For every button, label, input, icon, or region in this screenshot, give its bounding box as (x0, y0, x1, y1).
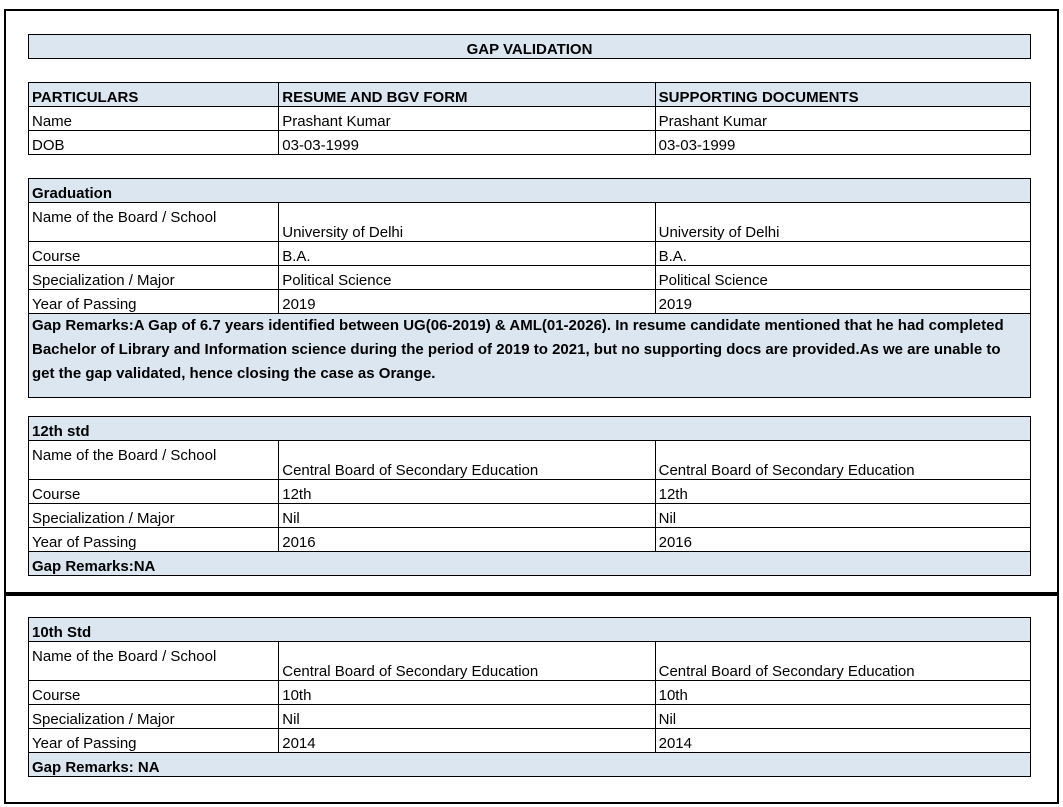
page-title: GAP VALIDATION (29, 35, 1031, 59)
row-label: Course (29, 242, 279, 266)
gap-remarks: Gap Remarks:NA (29, 552, 1031, 576)
resume-value: 2016 (279, 528, 655, 552)
row-label: Name of the Board / School (29, 441, 279, 480)
title-table (28, 34, 1031, 59)
table-row (29, 203, 1031, 242)
row-label: DOB (29, 131, 279, 155)
resume-value: B.A. (279, 242, 655, 266)
row-label: Course (29, 480, 279, 504)
row-label: Year of Passing (29, 290, 279, 314)
supporting-value: 03-03-1999 (655, 131, 1030, 155)
row-label: Year of Passing (29, 729, 279, 753)
supporting-value: B.A. (655, 242, 1030, 266)
resume-value: 10th (279, 681, 655, 705)
resume-value: Nil (279, 504, 655, 528)
table-row (29, 504, 1031, 528)
resume-value: Central Board of Secondary Education (279, 642, 655, 681)
row-label: Name (29, 107, 279, 131)
resume-value: 2014 (279, 729, 655, 753)
supporting-value: University of Delhi (655, 203, 1030, 242)
resume-value: Prashant Kumar (279, 107, 655, 131)
supporting-value: Central Board of Secondary Education (655, 441, 1030, 480)
resume-value: Political Science (279, 266, 655, 290)
supporting-value: 2019 (655, 290, 1030, 314)
supporting-value: Nil (655, 504, 1030, 528)
supporting-value: 2014 (655, 729, 1030, 753)
supporting-value: Nil (655, 705, 1030, 729)
header-resume: RESUME AND BGV FORM (279, 83, 655, 107)
table-row (29, 480, 1031, 504)
particulars-table (28, 82, 1031, 155)
resume-value: Central Board of Secondary Education (279, 441, 655, 480)
table-row (29, 290, 1031, 314)
resume-value: 12th (279, 480, 655, 504)
section-title: Graduation (29, 179, 1031, 203)
row-label: Specialization / Major (29, 504, 279, 528)
gap-remarks: Gap Remarks: NA (29, 753, 1031, 777)
row-label: Year of Passing (29, 528, 279, 552)
row-label: Name of the Board / School (29, 203, 279, 242)
resume-value: 03-03-1999 (279, 131, 655, 155)
row-label: Specialization / Major (29, 705, 279, 729)
table-row (29, 107, 1031, 131)
table-row (29, 528, 1031, 552)
table-row (29, 441, 1031, 480)
supporting-value: Central Board of Secondary Education (655, 642, 1030, 681)
resume-value: University of Delhi (279, 203, 655, 242)
table-row (29, 266, 1031, 290)
table-row (29, 705, 1031, 729)
header-supporting: SUPPORTING DOCUMENTS (655, 83, 1030, 107)
supporting-value: 2016 (655, 528, 1030, 552)
resume-value: 2019 (279, 290, 655, 314)
row-label: Course (29, 681, 279, 705)
row-label: Name of the Board / School (29, 642, 279, 681)
twelfth-table (28, 416, 1031, 576)
supporting-value: Prashant Kumar (655, 107, 1030, 131)
supporting-value: Political Science (655, 266, 1030, 290)
table-row (29, 681, 1031, 705)
table-row (29, 242, 1031, 266)
tenth-table (28, 617, 1031, 777)
supporting-value: 12th (655, 480, 1030, 504)
table-row (29, 642, 1031, 681)
row-label: Specialization / Major (29, 266, 279, 290)
gap-remarks: Gap Remarks:A Gap of 6.7 years identified between UG(06-2019) & AML(01-2026). In resume candidate mentioned that he had completed Bachelor of Library and Information science during the period of 2019 to 2021, but no supporting docs are provided.As we are unable to get the gap validated, hence closing the case as Orange. (29, 314, 1031, 398)
resume-value: Nil (279, 705, 655, 729)
table-row (29, 131, 1031, 155)
supporting-value: 10th (655, 681, 1030, 705)
header-particulars: PARTICULARS (29, 83, 279, 107)
section-title: 10th Std (29, 618, 1031, 642)
section-title: 12th std (29, 417, 1031, 441)
table-row (29, 729, 1031, 753)
graduation-table (28, 178, 1031, 398)
